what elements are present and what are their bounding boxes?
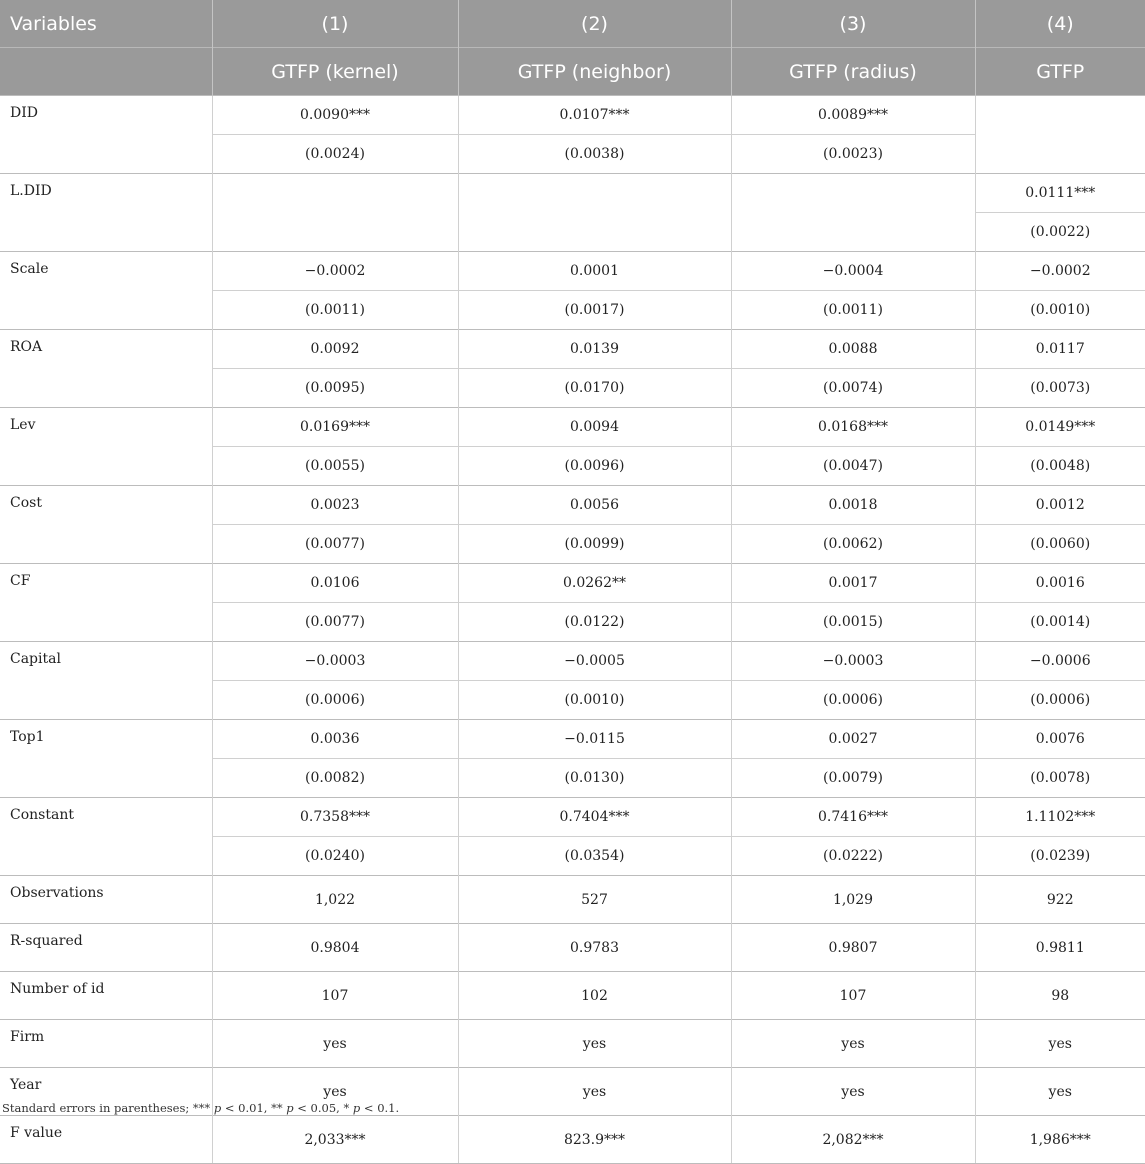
coef-cell-cf-col-2: 0.0262** bbox=[458, 564, 731, 603]
header-col-2: (2) bbox=[458, 0, 731, 48]
stat-cell-f-value-col-4: 1,986*** bbox=[975, 1116, 1145, 1164]
coef-row-did bbox=[0, 96, 1145, 135]
variable-name-top1: Top1 bbox=[0, 720, 212, 798]
se-cell-lev-col-4: (0.0048) bbox=[975, 447, 1145, 486]
coef-cell-scale-col-3: −0.0004 bbox=[731, 252, 975, 291]
se-cell-cf-col-3: (0.0015) bbox=[731, 603, 975, 642]
footnote-prefix: Standard errors in parentheses; *** bbox=[2, 1101, 214, 1115]
stat-cell-observations-col-4: 922 bbox=[975, 876, 1145, 924]
coef-row-l-did bbox=[0, 174, 1145, 213]
se-cell-constant-col-4: (0.0239) bbox=[975, 837, 1145, 876]
coef-row-cost bbox=[0, 486, 1145, 525]
coef-cell-cost-col-4: 0.0012 bbox=[975, 486, 1145, 525]
se-cell-capital-col-1: (0.0006) bbox=[212, 681, 458, 720]
header-row-dependent-vars bbox=[0, 48, 1145, 96]
coef-row-cf bbox=[0, 564, 1145, 603]
stat-cell-year-col-3: yes bbox=[731, 1068, 975, 1116]
coef-cell-roa-col-2: 0.0139 bbox=[458, 330, 731, 369]
se-cell-l-did-col-4: (0.0022) bbox=[975, 213, 1145, 252]
header-col-4: (4) bbox=[975, 0, 1145, 48]
coef-cell-cost-col-2: 0.0056 bbox=[458, 486, 731, 525]
stat-cell-observations-col-2: 527 bbox=[458, 876, 731, 924]
coef-cell-l-did-col-4: 0.0111*** bbox=[975, 174, 1145, 213]
coef-row-lev bbox=[0, 408, 1145, 447]
footnote-p-2: p bbox=[286, 1101, 294, 1115]
stat-name-r-squared: R-squared bbox=[0, 924, 212, 972]
se-cell-cf-col-4: (0.0014) bbox=[975, 603, 1145, 642]
stat-name-number-of-id: Number of id bbox=[0, 972, 212, 1020]
se-cell-constant-col-1: (0.0240) bbox=[212, 837, 458, 876]
se-cell-cf-col-1: (0.0077) bbox=[212, 603, 458, 642]
variable-name-scale: Scale bbox=[0, 252, 212, 330]
se-cell-roa-col-1: (0.0095) bbox=[212, 369, 458, 408]
header-row-columns bbox=[0, 0, 1145, 48]
footnote-p-1: p bbox=[213, 1101, 222, 1115]
stat-row-observations bbox=[0, 876, 1145, 924]
se-cell-capital-col-2: (0.0010) bbox=[458, 681, 731, 720]
stat-cell-firm-col-3: yes bbox=[731, 1020, 975, 1068]
empty-cell-l-did-col-2 bbox=[458, 174, 731, 252]
se-cell-scale-col-2: (0.0017) bbox=[458, 291, 731, 330]
se-cell-scale-col-1: (0.0011) bbox=[212, 291, 458, 330]
stat-row-f-value bbox=[0, 1116, 1145, 1164]
stat-cell-f-value-col-2: 823.9*** bbox=[458, 1116, 731, 1164]
variable-name-capital: Capital bbox=[0, 642, 212, 720]
table-body bbox=[0, 96, 1145, 1164]
footnote-t3: < 0.1. bbox=[360, 1101, 400, 1115]
header-variables: Variables bbox=[0, 0, 212, 48]
variable-name-cf: CF bbox=[0, 564, 212, 642]
se-cell-lev-col-2: (0.0096) bbox=[458, 447, 731, 486]
se-cell-top1-col-3: (0.0079) bbox=[731, 759, 975, 798]
coef-row-roa bbox=[0, 330, 1145, 369]
coef-cell-top1-col-4: 0.0076 bbox=[975, 720, 1145, 759]
coef-cell-constant-col-3: 0.7416*** bbox=[731, 798, 975, 837]
footnote-t2: < 0.05, * bbox=[293, 1101, 353, 1115]
stat-cell-number-of-id-col-3: 107 bbox=[731, 972, 975, 1020]
stat-cell-observations-col-3: 1,029 bbox=[731, 876, 975, 924]
se-cell-did-col-2: (0.0038) bbox=[458, 135, 731, 174]
footnote-p-3: p bbox=[352, 1101, 361, 1115]
coef-cell-top1-col-1: 0.0036 bbox=[212, 720, 458, 759]
variable-name-did: DID bbox=[0, 96, 212, 174]
coef-cell-cf-col-3: 0.0017 bbox=[731, 564, 975, 603]
stat-name-f-value: F value bbox=[0, 1116, 212, 1164]
coef-cell-roa-col-1: 0.0092 bbox=[212, 330, 458, 369]
header-col-3: (3) bbox=[731, 0, 975, 48]
stat-row-firm bbox=[0, 1020, 1145, 1068]
coef-cell-cf-col-1: 0.0106 bbox=[212, 564, 458, 603]
stat-cell-year-col-1: yes bbox=[212, 1068, 458, 1116]
header-dv-1: GTFP (kernel) bbox=[212, 48, 458, 96]
variable-name-constant: Constant bbox=[0, 798, 212, 876]
table-header bbox=[0, 0, 1145, 96]
se-cell-scale-col-4: (0.0010) bbox=[975, 291, 1145, 330]
se-cell-cost-col-3: (0.0062) bbox=[731, 525, 975, 564]
stat-name-year: Year bbox=[0, 1068, 212, 1116]
se-cell-capital-col-4: (0.0006) bbox=[975, 681, 1145, 720]
coef-row-top1 bbox=[0, 720, 1145, 759]
header-dv-2: GTFP (neighbor) bbox=[458, 48, 731, 96]
header-col-1: (1) bbox=[212, 0, 458, 48]
coef-cell-capital-col-2: −0.0005 bbox=[458, 642, 731, 681]
stat-row-r-squared bbox=[0, 924, 1145, 972]
coef-cell-constant-col-4: 1.1102*** bbox=[975, 798, 1145, 837]
header-dv-3: GTFP (radius) bbox=[731, 48, 975, 96]
se-cell-lev-col-3: (0.0047) bbox=[731, 447, 975, 486]
se-cell-top1-col-1: (0.0082) bbox=[212, 759, 458, 798]
se-cell-roa-col-2: (0.0170) bbox=[458, 369, 731, 408]
coef-cell-capital-col-3: −0.0003 bbox=[731, 642, 975, 681]
coef-cell-lev-col-3: 0.0168*** bbox=[731, 408, 975, 447]
stat-cell-number-of-id-col-2: 102 bbox=[458, 972, 731, 1020]
variable-name-l-did: L.DID bbox=[0, 174, 212, 252]
stat-cell-firm-col-1: yes bbox=[212, 1020, 458, 1068]
coef-cell-roa-col-4: 0.0117 bbox=[975, 330, 1145, 369]
empty-cell-did-col-4 bbox=[975, 96, 1145, 174]
se-cell-constant-col-3: (0.0222) bbox=[731, 837, 975, 876]
stat-cell-year-col-4: yes bbox=[975, 1068, 1145, 1116]
variable-name-cost: Cost bbox=[0, 486, 212, 564]
stat-cell-r-squared-col-4: 0.9811 bbox=[975, 924, 1145, 972]
se-cell-roa-col-4: (0.0073) bbox=[975, 369, 1145, 408]
se-cell-constant-col-2: (0.0354) bbox=[458, 837, 731, 876]
empty-cell-l-did-col-3 bbox=[731, 174, 975, 252]
se-cell-lev-col-1: (0.0055) bbox=[212, 447, 458, 486]
se-cell-scale-col-3: (0.0011) bbox=[731, 291, 975, 330]
stat-cell-r-squared-col-3: 0.9807 bbox=[731, 924, 975, 972]
table-footnote bbox=[2, 1101, 399, 1115]
stat-cell-number-of-id-col-1: 107 bbox=[212, 972, 458, 1020]
coef-cell-cost-col-3: 0.0018 bbox=[731, 486, 975, 525]
variable-name-roa: ROA bbox=[0, 330, 212, 408]
se-cell-roa-col-3: (0.0074) bbox=[731, 369, 975, 408]
stat-cell-r-squared-col-1: 0.9804 bbox=[212, 924, 458, 972]
stat-cell-r-squared-col-2: 0.9783 bbox=[458, 924, 731, 972]
coef-cell-lev-col-4: 0.0149*** bbox=[975, 408, 1145, 447]
se-cell-capital-col-3: (0.0006) bbox=[731, 681, 975, 720]
se-cell-cost-col-2: (0.0099) bbox=[458, 525, 731, 564]
coef-row-constant bbox=[0, 798, 1145, 837]
coef-cell-top1-col-2: −0.0115 bbox=[458, 720, 731, 759]
coef-cell-capital-col-1: −0.0003 bbox=[212, 642, 458, 681]
coef-cell-cf-col-4: 0.0016 bbox=[975, 564, 1145, 603]
stat-cell-observations-col-1: 1,022 bbox=[212, 876, 458, 924]
coef-cell-cost-col-1: 0.0023 bbox=[212, 486, 458, 525]
empty-cell-l-did-col-1 bbox=[212, 174, 458, 252]
coef-cell-lev-col-1: 0.0169*** bbox=[212, 408, 458, 447]
stat-name-firm: Firm bbox=[0, 1020, 212, 1068]
header-dv-4: GTFP bbox=[975, 48, 1145, 96]
se-cell-cost-col-4: (0.0060) bbox=[975, 525, 1145, 564]
coef-cell-constant-col-1: 0.7358*** bbox=[212, 798, 458, 837]
stat-row-number-of-id bbox=[0, 972, 1145, 1020]
variable-name-lev: Lev bbox=[0, 408, 212, 486]
se-cell-top1-col-4: (0.0078) bbox=[975, 759, 1145, 798]
stat-cell-number-of-id-col-4: 98 bbox=[975, 972, 1145, 1020]
footnote-t1: < 0.01, ** bbox=[221, 1101, 287, 1115]
coef-cell-lev-col-2: 0.0094 bbox=[458, 408, 731, 447]
coef-row-scale bbox=[0, 252, 1145, 291]
coef-cell-did-col-2: 0.0107*** bbox=[458, 96, 731, 135]
coef-cell-did-col-3: 0.0089*** bbox=[731, 96, 975, 135]
coef-cell-capital-col-4: −0.0006 bbox=[975, 642, 1145, 681]
coef-cell-scale-col-4: −0.0002 bbox=[975, 252, 1145, 291]
stat-cell-firm-col-2: yes bbox=[458, 1020, 731, 1068]
coef-cell-roa-col-3: 0.0088 bbox=[731, 330, 975, 369]
stat-name-observations: Observations bbox=[0, 876, 212, 924]
coef-cell-top1-col-3: 0.0027 bbox=[731, 720, 975, 759]
coef-row-capital bbox=[0, 642, 1145, 681]
se-cell-top1-col-2: (0.0130) bbox=[458, 759, 731, 798]
coef-cell-constant-col-2: 0.7404*** bbox=[458, 798, 731, 837]
stat-cell-firm-col-4: yes bbox=[975, 1020, 1145, 1068]
se-cell-cf-col-2: (0.0122) bbox=[458, 603, 731, 642]
coef-cell-scale-col-2: 0.0001 bbox=[458, 252, 731, 291]
stat-cell-f-value-col-3: 2,082*** bbox=[731, 1116, 975, 1164]
coef-cell-scale-col-1: −0.0002 bbox=[212, 252, 458, 291]
se-cell-did-col-1: (0.0024) bbox=[212, 135, 458, 174]
se-cell-did-col-3: (0.0023) bbox=[731, 135, 975, 174]
header-blank bbox=[0, 48, 212, 96]
se-cell-cost-col-1: (0.0077) bbox=[212, 525, 458, 564]
coef-cell-did-col-1: 0.0090*** bbox=[212, 96, 458, 135]
stat-cell-year-col-2: yes bbox=[458, 1068, 731, 1116]
stat-cell-f-value-col-1: 2,033*** bbox=[212, 1116, 458, 1164]
